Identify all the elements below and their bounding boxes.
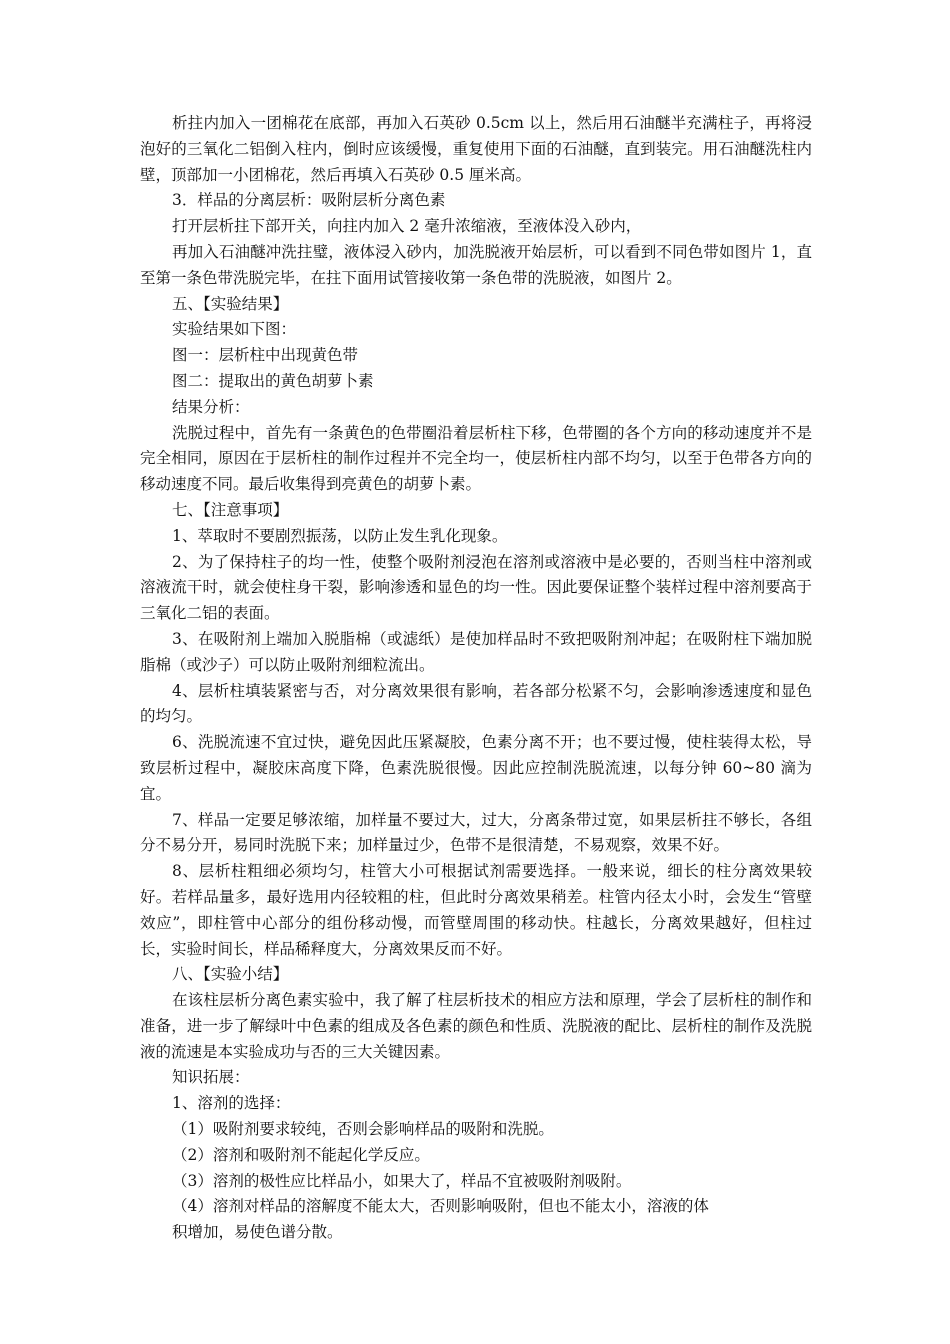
- list-item: （1）吸附剂要求较纯，否则会影响样品的吸附和洗脱。: [172, 1120, 554, 1139]
- list-item: 3、在吸附剂上端加入脱脂棉（或滤纸）是使加样品时不致把吸附剂冲起；在吸附柱下端加脱脂棉（或沙子）可以防止吸附剂细粒流出。: [140, 629, 812, 674]
- list-item: 4、层析柱填装紧密与否，对分离效果很有影响，若各部分松紧不匀，会影响渗透速度和显色的均匀。: [140, 681, 812, 726]
- paragraph: 在该柱层析分离色素实验中，我了解了柱层析技术的相应方法和原理，学会了层析柱的制作和准备，进一步了解绿叶中色素的组成及各色素的颜色和性质、洗脱液的配比、层析柱的制作及洗脱液的流速是本实验成功与否的三大关键因素。: [140, 991, 812, 1061]
- section-subheading: 3．样品的分离层析：吸附层析分离色素: [172, 191, 446, 210]
- paragraph: 再加入石油醚冲洗拄璧，液体浸入砂内，加洗脱液开始层析，可以看到不同色带如图片 1，直至第一条色带洗脱完毕，在拄下面用试管接收第一条色带的洗脱液，如图片 2。: [140, 242, 812, 287]
- list-item: （3）溶剂的极性应比样品小，如果大了，样品不宜被吸附剂吸附。: [172, 1171, 632, 1190]
- list-item: （4）溶剂对样品的溶解度不能太大，否则影响吸附，但也不能太小，溶液的体: [172, 1197, 709, 1216]
- paragraph: 结果分析：: [172, 397, 250, 416]
- paragraph: 实验结果如下图：: [172, 320, 297, 339]
- paragraph: 知识拓展：: [172, 1068, 250, 1087]
- section-heading: 八、【实验小结】: [172, 965, 289, 984]
- list-item: 8、层析柱粗细必须均匀，柱管大小可根据试剂需要选择。一般来说，细长的柱分离效果较好。若样品量多，最好选用内径较粗的柱，但此时分离效果稍差。柱管内径太小时，会发生“管壁效应”，即柱管中心部分的组份移动慢，而管壁周围的移动快。柱越长，分离效果越好，但柱过长，实验时间长，样品稀释度大，分离效果反而不好。: [140, 862, 812, 958]
- list-item: （2）溶剂和吸附剂不能起化学反应。: [172, 1145, 430, 1164]
- section-heading: 七、【注意事项】: [172, 500, 289, 519]
- document-body: [140, 111, 812, 1246]
- section-heading: 五、【实验结果】: [172, 294, 289, 313]
- list-item: 6、洗脱流速不宜过快，避免因此压紧凝胶，色素分离不开；也不要过慢，使柱装得太松，导致层析过程中，凝胶床高度下降，色素洗脱很慢。因此应控制洗脱流速，以每分钟 60~80 滴为宜。: [140, 733, 812, 803]
- list-item: 1、萃取时不要剧烈振荡，以防止发生乳化现象。: [172, 526, 508, 545]
- paragraph: 洗脱过程中，首先有一条黄色的色带圈沿着层析柱下移，色带圈的各个方向的移动速度并不是完全相同，原因在于层析柱的制作过程并不完全均一，使层析柱内部不均匀，以至于色带各方向的移动速度不同。最后收集得到亮黄色的胡萝卜素。: [140, 423, 812, 494]
- figure-caption: 图一：层析柱中出现黄色带: [172, 346, 359, 365]
- paragraph: 打开层析拄下部开关，向拄内加入 2 毫升浓缩液，至液体没入砂内，: [172, 217, 642, 236]
- paragraph: 析拄内加入一团棉花在底部，再加入石英砂 0.5cm 以上，然后用石油醚半充满柱子，再将浸泡好的三氧化二铝倒入柱内，倒时应该缓慢，重复使用下面的石油醚，直到装完。用石油醚洗柱内壁，顶部加一小团棉花，然后再填入石英砂 0.5 厘米高。: [140, 114, 812, 184]
- list-item: 7、样品一定要足够浓缩，加样量不要过大，过大，分离条带过宽，如果层析拄不够长，各组分不易分开，易同时洗脱下来；加样量过少，色带不是很清楚，不易观察，效果不好。: [140, 810, 812, 855]
- figure-caption: 图二：提取出的黄色胡萝卜素: [172, 371, 374, 390]
- list-item: 1、溶剂的选择：: [172, 1094, 291, 1113]
- list-item: 2、为了保持柱子的均一性，使整个吸附剂浸泡在溶剂或溶液中是必要的，否则当柱中溶剂或溶液流干时，就会使柱身干裂，影响渗透和显色的均一性。因此要保证整个装样过程中溶剂要高于三氧化二铝的表面。: [140, 552, 812, 623]
- list-item-continuation: 积增加，易使色谱分散。: [172, 1223, 343, 1242]
